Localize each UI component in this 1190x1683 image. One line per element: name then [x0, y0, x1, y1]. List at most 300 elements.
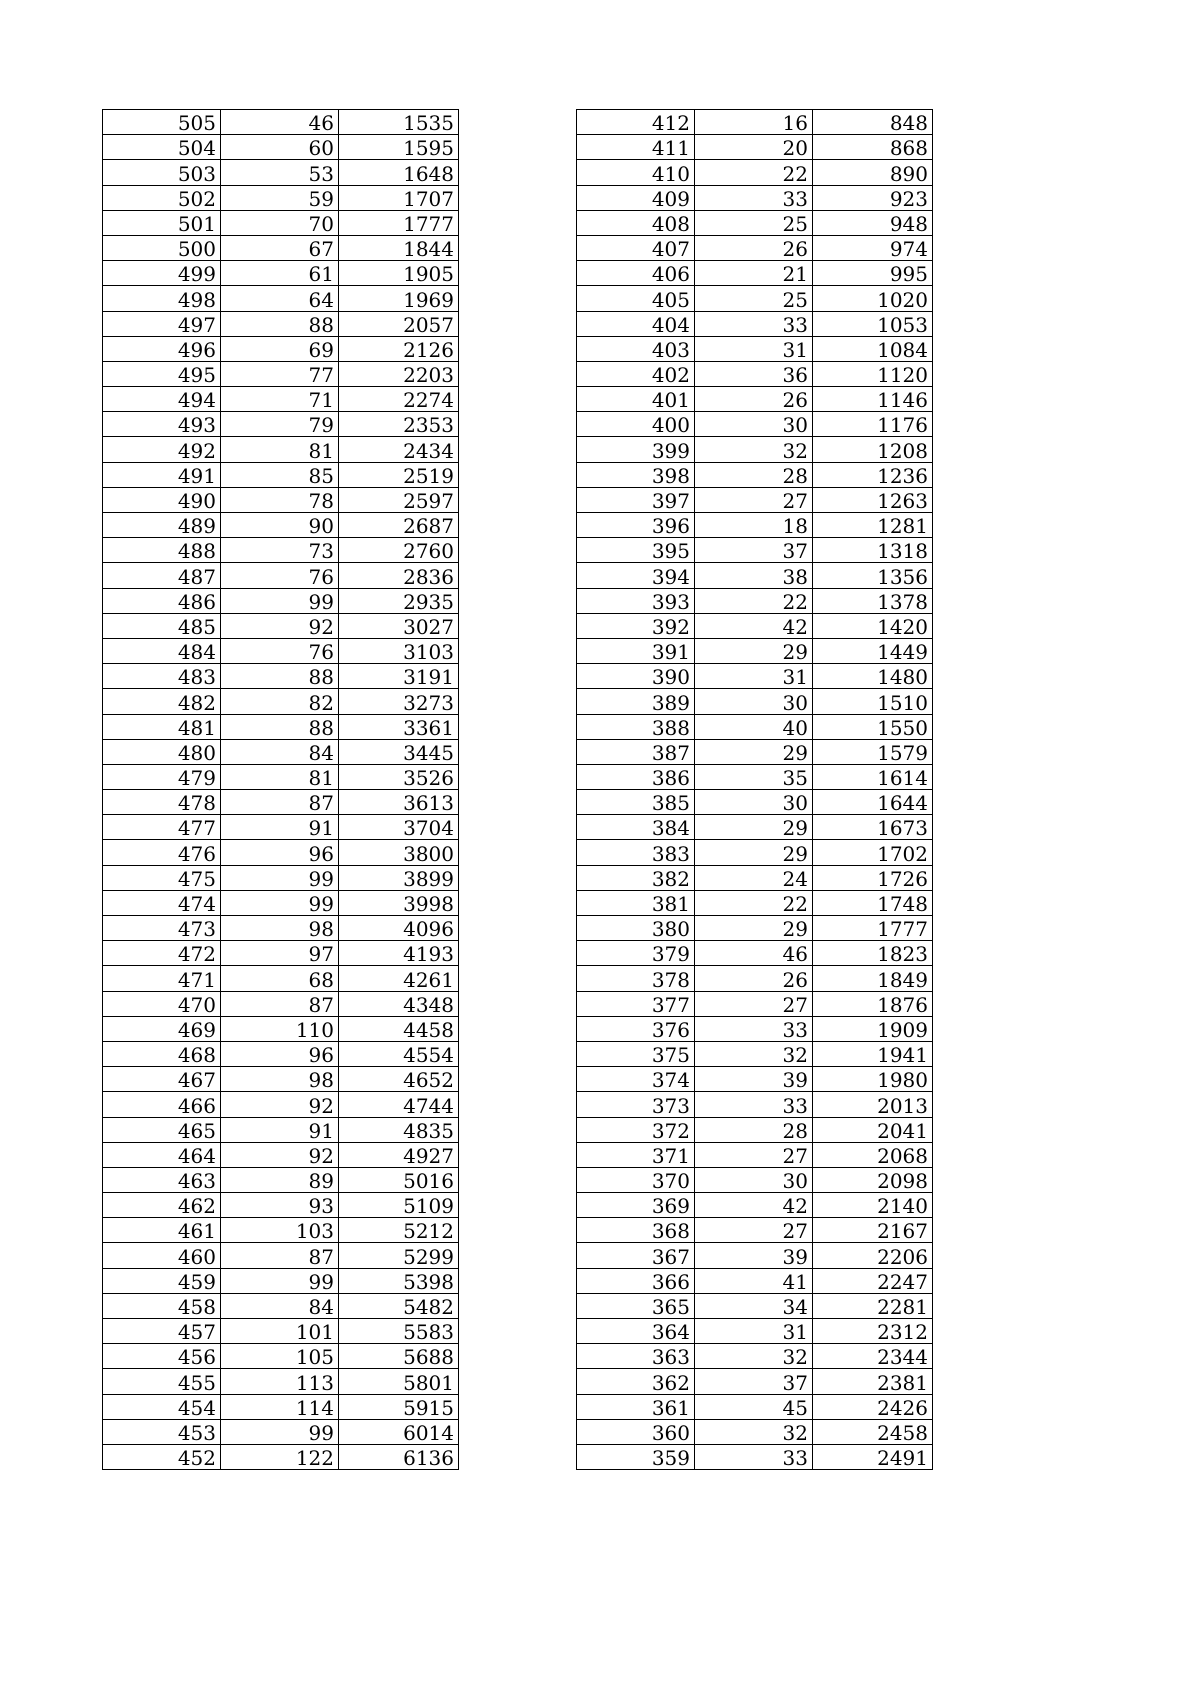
- count-cell: 33: [695, 185, 813, 210]
- count-cell: 76: [221, 638, 339, 663]
- cumulative-cell: 2597: [339, 487, 459, 512]
- score-cell: 389: [577, 689, 695, 714]
- cumulative-cell: 1941: [813, 1041, 933, 1066]
- count-cell: 38: [695, 563, 813, 588]
- cumulative-cell: 1356: [813, 563, 933, 588]
- count-cell: 97: [221, 941, 339, 966]
- table-row: [577, 235, 933, 260]
- table-row: [103, 412, 459, 437]
- table-row: [577, 815, 933, 840]
- cumulative-cell: 1707: [339, 185, 459, 210]
- cumulative-cell: 5801: [339, 1369, 459, 1394]
- count-cell: 29: [695, 840, 813, 865]
- count-cell: 89: [221, 1167, 339, 1192]
- count-cell: 31: [695, 336, 813, 361]
- count-cell: 105: [221, 1344, 339, 1369]
- table-row: [577, 1142, 933, 1167]
- count-cell: 40: [695, 714, 813, 739]
- score-cell: 370: [577, 1167, 695, 1192]
- table-row: [577, 1117, 933, 1142]
- cumulative-cell: 995: [813, 261, 933, 286]
- cumulative-cell: 1748: [813, 890, 933, 915]
- score-cell: 366: [577, 1268, 695, 1293]
- count-cell: 33: [695, 311, 813, 336]
- count-cell: 26: [695, 235, 813, 260]
- count-cell: 32: [695, 437, 813, 462]
- count-cell: 28: [695, 1117, 813, 1142]
- count-cell: 39: [695, 1243, 813, 1268]
- count-cell: 30: [695, 790, 813, 815]
- table-row: [103, 1218, 459, 1243]
- cumulative-cell: 1702: [813, 840, 933, 865]
- table-row: [577, 1268, 933, 1293]
- cumulative-cell: 1176: [813, 412, 933, 437]
- score-cell: 495: [103, 361, 221, 386]
- count-cell: 92: [221, 613, 339, 638]
- count-cell: 67: [221, 235, 339, 260]
- score-cell: 462: [103, 1193, 221, 1218]
- table-row: [577, 739, 933, 764]
- count-cell: 22: [695, 588, 813, 613]
- score-cell: 406: [577, 261, 695, 286]
- count-cell: 59: [221, 185, 339, 210]
- cumulative-cell: 2057: [339, 311, 459, 336]
- table-row: [577, 1394, 933, 1419]
- cumulative-cell: 1236: [813, 462, 933, 487]
- count-cell: 98: [221, 916, 339, 941]
- score-cell: 459: [103, 1268, 221, 1293]
- count-cell: 31: [695, 664, 813, 689]
- cumulative-cell: 5583: [339, 1319, 459, 1344]
- table-row: [577, 361, 933, 386]
- score-cell: 485: [103, 613, 221, 638]
- cumulative-cell: 2274: [339, 387, 459, 412]
- cumulative-cell: 3445: [339, 739, 459, 764]
- table-row: [577, 1369, 933, 1394]
- table-row: [577, 714, 933, 739]
- count-cell: 21: [695, 261, 813, 286]
- table-row: [577, 638, 933, 663]
- count-cell: 96: [221, 840, 339, 865]
- table-row: [577, 462, 933, 487]
- cumulative-cell: 5688: [339, 1344, 459, 1369]
- table-row: [103, 941, 459, 966]
- table-row: [103, 235, 459, 260]
- score-cell: 367: [577, 1243, 695, 1268]
- score-cell: 383: [577, 840, 695, 865]
- table-row: [577, 412, 933, 437]
- score-cell: 469: [103, 1016, 221, 1041]
- table-row: [103, 437, 459, 462]
- score-cell: 373: [577, 1092, 695, 1117]
- table-row: [577, 1319, 933, 1344]
- table-row: [103, 1444, 459, 1469]
- count-cell: 32: [695, 1344, 813, 1369]
- score-cell: 386: [577, 764, 695, 789]
- cumulative-cell: 2281: [813, 1293, 933, 1318]
- table-row: [577, 916, 933, 941]
- score-cell: 481: [103, 714, 221, 739]
- table-row: [103, 638, 459, 663]
- score-cell: 394: [577, 563, 695, 588]
- score-cell: 363: [577, 1344, 695, 1369]
- cumulative-cell: 1980: [813, 1067, 933, 1092]
- cumulative-cell: 1146: [813, 387, 933, 412]
- score-cell: 408: [577, 210, 695, 235]
- score-cell: 390: [577, 664, 695, 689]
- count-cell: 81: [221, 764, 339, 789]
- count-cell: 35: [695, 764, 813, 789]
- score-cell: 501: [103, 210, 221, 235]
- count-cell: 99: [221, 890, 339, 915]
- count-cell: 61: [221, 261, 339, 286]
- score-cell: 474: [103, 890, 221, 915]
- table-row: [577, 387, 933, 412]
- score-cell: 457: [103, 1319, 221, 1344]
- cumulative-cell: 1777: [813, 916, 933, 941]
- count-cell: 32: [695, 1419, 813, 1444]
- score-cell: 496: [103, 336, 221, 361]
- count-cell: 39: [695, 1067, 813, 1092]
- score-cell: 398: [577, 462, 695, 487]
- table-row: [577, 185, 933, 210]
- table-row: [103, 1369, 459, 1394]
- cumulative-cell: 868: [813, 135, 933, 160]
- cumulative-cell: 2140: [813, 1193, 933, 1218]
- table-row: [577, 135, 933, 160]
- cumulative-cell: 2836: [339, 563, 459, 588]
- right-table-body: [577, 110, 933, 1470]
- count-cell: 34: [695, 1293, 813, 1318]
- count-cell: 92: [221, 1142, 339, 1167]
- table-row: [577, 1419, 933, 1444]
- cumulative-cell: 2760: [339, 538, 459, 563]
- score-cell: 378: [577, 966, 695, 991]
- score-cell: 502: [103, 185, 221, 210]
- score-cell: 379: [577, 941, 695, 966]
- cumulative-cell: 1969: [339, 286, 459, 311]
- count-cell: 78: [221, 487, 339, 512]
- table-row: [103, 991, 459, 1016]
- score-cell: 397: [577, 487, 695, 512]
- count-cell: 71: [221, 387, 339, 412]
- score-cell: 487: [103, 563, 221, 588]
- table-row: [103, 689, 459, 714]
- cumulative-cell: 2458: [813, 1419, 933, 1444]
- cumulative-cell: 1420: [813, 613, 933, 638]
- table-row: [103, 286, 459, 311]
- cumulative-cell: 5915: [339, 1394, 459, 1419]
- cumulative-cell: 2041: [813, 1117, 933, 1142]
- cumulative-cell: 1053: [813, 311, 933, 336]
- score-cell: 374: [577, 1067, 695, 1092]
- count-cell: 16: [695, 110, 813, 135]
- cumulative-cell: 2434: [339, 437, 459, 462]
- count-cell: 33: [695, 1444, 813, 1469]
- score-cell: 463: [103, 1167, 221, 1192]
- table-row: [577, 941, 933, 966]
- count-cell: 27: [695, 1218, 813, 1243]
- score-cell: 483: [103, 664, 221, 689]
- score-cell: 475: [103, 865, 221, 890]
- cumulative-cell: 1378: [813, 588, 933, 613]
- cumulative-cell: 3526: [339, 764, 459, 789]
- score-cell: 404: [577, 311, 695, 336]
- score-cell: 455: [103, 1369, 221, 1394]
- score-cell: 454: [103, 1394, 221, 1419]
- cumulative-cell: 1644: [813, 790, 933, 815]
- score-cell: 479: [103, 764, 221, 789]
- table-row: [103, 714, 459, 739]
- score-cell: 400: [577, 412, 695, 437]
- count-cell: 24: [695, 865, 813, 890]
- count-cell: 99: [221, 865, 339, 890]
- cumulative-cell: 1449: [813, 638, 933, 663]
- score-cell: 403: [577, 336, 695, 361]
- cumulative-cell: 5212: [339, 1218, 459, 1243]
- score-cell: 500: [103, 235, 221, 260]
- score-cell: 391: [577, 638, 695, 663]
- cumulative-cell: 1876: [813, 991, 933, 1016]
- table-row: [103, 1319, 459, 1344]
- cumulative-cell: 1614: [813, 764, 933, 789]
- count-cell: 26: [695, 387, 813, 412]
- cumulative-cell: 4096: [339, 916, 459, 941]
- count-cell: 27: [695, 991, 813, 1016]
- cumulative-cell: 5299: [339, 1243, 459, 1268]
- cumulative-cell: 4744: [339, 1092, 459, 1117]
- count-cell: 85: [221, 462, 339, 487]
- cumulative-cell: 2935: [339, 588, 459, 613]
- score-cell: 494: [103, 387, 221, 412]
- table-row: [577, 840, 933, 865]
- table-row: [577, 538, 933, 563]
- count-cell: 27: [695, 487, 813, 512]
- table-row: [103, 1268, 459, 1293]
- table-row: [577, 1293, 933, 1318]
- score-cell: 405: [577, 286, 695, 311]
- score-cell: 497: [103, 311, 221, 336]
- cumulative-cell: 1595: [339, 135, 459, 160]
- score-cell: 360: [577, 1419, 695, 1444]
- score-cell: 452: [103, 1444, 221, 1469]
- cumulative-cell: 2687: [339, 513, 459, 538]
- count-cell: 25: [695, 210, 813, 235]
- cumulative-cell: 848: [813, 110, 933, 135]
- cumulative-cell: 974: [813, 235, 933, 260]
- count-cell: 114: [221, 1394, 339, 1419]
- cumulative-cell: 1263: [813, 487, 933, 512]
- score-cell: 503: [103, 160, 221, 185]
- table-row: [577, 311, 933, 336]
- count-cell: 29: [695, 638, 813, 663]
- count-cell: 87: [221, 1243, 339, 1268]
- table-row: [103, 1193, 459, 1218]
- cumulative-cell: 1909: [813, 1016, 933, 1041]
- cumulative-cell: 3800: [339, 840, 459, 865]
- cumulative-cell: 5109: [339, 1193, 459, 1218]
- score-cell: 498: [103, 286, 221, 311]
- cumulative-cell: 4348: [339, 991, 459, 1016]
- cumulative-cell: 5016: [339, 1167, 459, 1192]
- count-cell: 27: [695, 1142, 813, 1167]
- table-row: [103, 387, 459, 412]
- table-row: [577, 1041, 933, 1066]
- count-cell: 20: [695, 135, 813, 160]
- score-cell: 375: [577, 1041, 695, 1066]
- cumulative-cell: 4554: [339, 1041, 459, 1066]
- table-row: [577, 437, 933, 462]
- table-row: [103, 185, 459, 210]
- score-cell: 456: [103, 1344, 221, 1369]
- cumulative-cell: 3613: [339, 790, 459, 815]
- count-cell: 76: [221, 563, 339, 588]
- count-cell: 25: [695, 286, 813, 311]
- score-cell: 402: [577, 361, 695, 386]
- score-cell: 468: [103, 1041, 221, 1066]
- table-row: [577, 991, 933, 1016]
- count-cell: 122: [221, 1444, 339, 1469]
- cumulative-cell: 1777: [339, 210, 459, 235]
- table-row: [577, 160, 933, 185]
- table-row: [577, 1193, 933, 1218]
- count-cell: 101: [221, 1319, 339, 1344]
- cumulative-cell: 1844: [339, 235, 459, 260]
- cumulative-cell: 1020: [813, 286, 933, 311]
- count-cell: 42: [695, 613, 813, 638]
- table-row: [577, 110, 933, 135]
- cumulative-cell: 2203: [339, 361, 459, 386]
- count-cell: 93: [221, 1193, 339, 1218]
- table-row: [103, 1067, 459, 1092]
- table-row: [103, 1041, 459, 1066]
- cumulative-cell: 890: [813, 160, 933, 185]
- score-cell: 470: [103, 991, 221, 1016]
- score-cell: 372: [577, 1117, 695, 1142]
- table-row: [103, 261, 459, 286]
- count-cell: 69: [221, 336, 339, 361]
- table-row: [577, 261, 933, 286]
- cumulative-cell: 1084: [813, 336, 933, 361]
- score-cell: 368: [577, 1218, 695, 1243]
- score-cell: 458: [103, 1293, 221, 1318]
- score-cell: 381: [577, 890, 695, 915]
- count-cell: 53: [221, 160, 339, 185]
- score-cell: 365: [577, 1293, 695, 1318]
- left-score-table: [102, 109, 459, 1470]
- count-cell: 88: [221, 714, 339, 739]
- score-cell: 491: [103, 462, 221, 487]
- table-row: [103, 563, 459, 588]
- cumulative-cell: 3027: [339, 613, 459, 638]
- table-row: [577, 1344, 933, 1369]
- cumulative-cell: 2247: [813, 1268, 933, 1293]
- score-cell: 480: [103, 739, 221, 764]
- cumulative-cell: 1535: [339, 110, 459, 135]
- score-cell: 371: [577, 1142, 695, 1167]
- table-row: [577, 513, 933, 538]
- score-cell: 466: [103, 1092, 221, 1117]
- count-cell: 64: [221, 286, 339, 311]
- score-cell: 385: [577, 790, 695, 815]
- cumulative-cell: 6136: [339, 1444, 459, 1469]
- count-cell: 18: [695, 513, 813, 538]
- cumulative-cell: 2013: [813, 1092, 933, 1117]
- table-row: [103, 664, 459, 689]
- score-cell: 361: [577, 1394, 695, 1419]
- score-cell: 387: [577, 739, 695, 764]
- table-row: [103, 1117, 459, 1142]
- score-cell: 377: [577, 991, 695, 1016]
- table-row: [577, 336, 933, 361]
- table-row: [103, 361, 459, 386]
- score-cell: 461: [103, 1218, 221, 1243]
- count-cell: 36: [695, 361, 813, 386]
- table-row: [577, 563, 933, 588]
- cumulative-cell: 1510: [813, 689, 933, 714]
- count-cell: 46: [695, 941, 813, 966]
- cumulative-cell: 3998: [339, 890, 459, 915]
- cumulative-cell: 3361: [339, 714, 459, 739]
- count-cell: 33: [695, 1092, 813, 1117]
- table-row: [103, 613, 459, 638]
- cumulative-cell: 4193: [339, 941, 459, 966]
- table-row: [577, 764, 933, 789]
- count-cell: 29: [695, 815, 813, 840]
- right-score-table: [576, 109, 933, 1470]
- count-cell: 99: [221, 1268, 339, 1293]
- cumulative-cell: 2312: [813, 1319, 933, 1344]
- cumulative-cell: 1905: [339, 261, 459, 286]
- table-row: [103, 1394, 459, 1419]
- cumulative-cell: 6014: [339, 1419, 459, 1444]
- count-cell: 46: [221, 110, 339, 135]
- cumulative-cell: 2167: [813, 1218, 933, 1243]
- score-cell: 493: [103, 412, 221, 437]
- table-row: [103, 588, 459, 613]
- cumulative-cell: 1281: [813, 513, 933, 538]
- score-cell: 410: [577, 160, 695, 185]
- cumulative-cell: 1823: [813, 941, 933, 966]
- table-row: [577, 890, 933, 915]
- count-cell: 30: [695, 1167, 813, 1192]
- count-cell: 41: [695, 1268, 813, 1293]
- score-cell: 395: [577, 538, 695, 563]
- score-cell: 359: [577, 1444, 695, 1469]
- table-row: [103, 890, 459, 915]
- cumulative-cell: 3273: [339, 689, 459, 714]
- cumulative-cell: 1208: [813, 437, 933, 462]
- table-row: [103, 790, 459, 815]
- score-cell: 384: [577, 815, 695, 840]
- count-cell: 110: [221, 1016, 339, 1041]
- count-cell: 91: [221, 815, 339, 840]
- cumulative-cell: 3191: [339, 664, 459, 689]
- table-row: [577, 966, 933, 991]
- score-cell: 488: [103, 538, 221, 563]
- cumulative-cell: 5398: [339, 1268, 459, 1293]
- cumulative-cell: 1579: [813, 739, 933, 764]
- table-row: [103, 1243, 459, 1268]
- score-cell: 471: [103, 966, 221, 991]
- cumulative-cell: 1849: [813, 966, 933, 991]
- count-cell: 29: [695, 739, 813, 764]
- table-row: [103, 1016, 459, 1041]
- count-cell: 99: [221, 588, 339, 613]
- score-cell: 490: [103, 487, 221, 512]
- cumulative-cell: 1648: [339, 160, 459, 185]
- table-row: [103, 1142, 459, 1167]
